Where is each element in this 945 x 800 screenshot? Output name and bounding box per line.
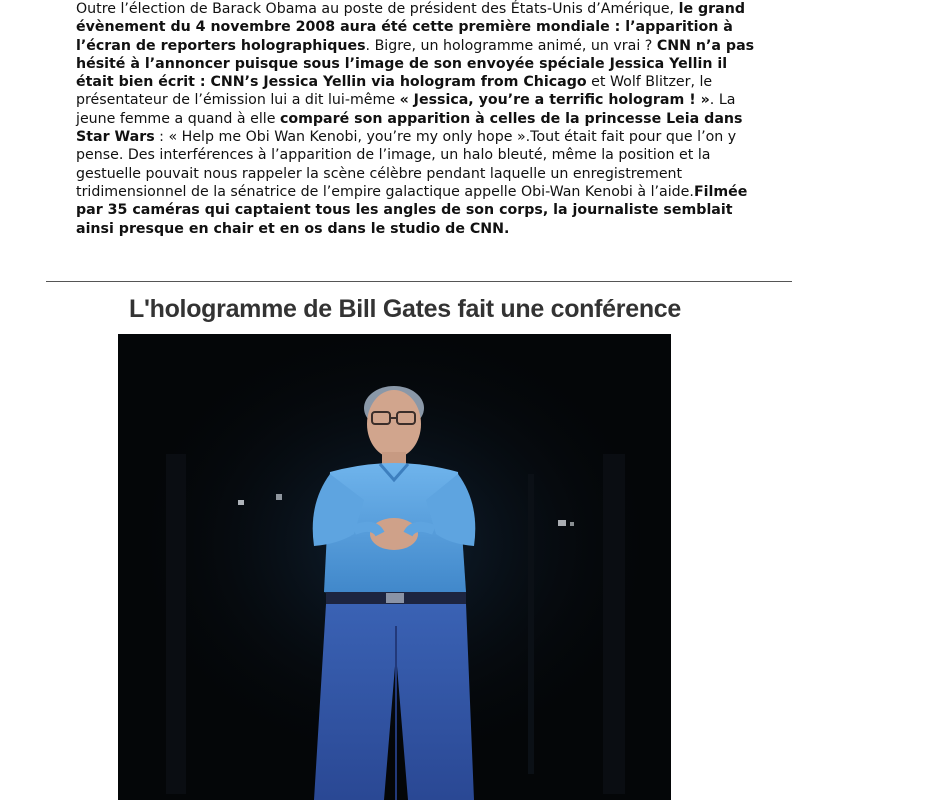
article-bold-3: « Jessica, you’re a terrific hologram ! » — [399, 92, 710, 109]
article-text-5: : « Help me Obi Wan Kenobi, you’re my only hope ».Tout était fait pour que l’on y pense. Des interférences à l’apparition de l’image, un halo bleuté, même la position et la gestuelle pouvait nous rappeler la scène célèbre pendant laquelle un enregistrement tridimensionnel de la sénatrice de l’empire galactique appelle Obi-Wan Kenobi à l’aide. — [76, 129, 737, 200]
article-text-1: Outre l’élection de Barack Obama au poste de président des États-Unis d’Amérique, — [76, 1, 679, 17]
figure-caption: L'hologramme de Bill Gates fait une conférence — [129, 295, 681, 323]
article-bold-4: comparé son apparition à celles de la princesse Leia dans Star Wars — [76, 110, 743, 146]
hologram-photo — [118, 334, 671, 800]
article-text-4: . La jeune femme a quand à elle — [76, 92, 736, 127]
article-text-3: et Wolf Blitzer, le présentateur de l’émission lui a dit lui-même — [76, 74, 713, 109]
hologram-person-photo — [118, 334, 671, 800]
article-bold-2: CNN n’a pas hésité à l’annoncer puisque sous l’image de son envoyée spéciale Jessica Yellin il était bien écrit : CNN’s Jessica Yellin via hologram from Chicago — [76, 37, 755, 91]
article-paragraph — [76, 0, 766, 238]
section-divider — [46, 281, 792, 282]
article-text-2: . Bigre, un hologramme animé, un vrai ? — [365, 37, 657, 54]
article-bold-5: Filmée par 35 caméras qui captaient tous les angles de son corps, la journaliste semblait ainsi presque en chair et en os dans le studio de CNN. — [76, 183, 748, 237]
article-bold-1: le grand évènement du 4 novembre 2008 aura été cette première mondiale : l’apparition à l’écran de reporters holographiques — [76, 1, 746, 54]
